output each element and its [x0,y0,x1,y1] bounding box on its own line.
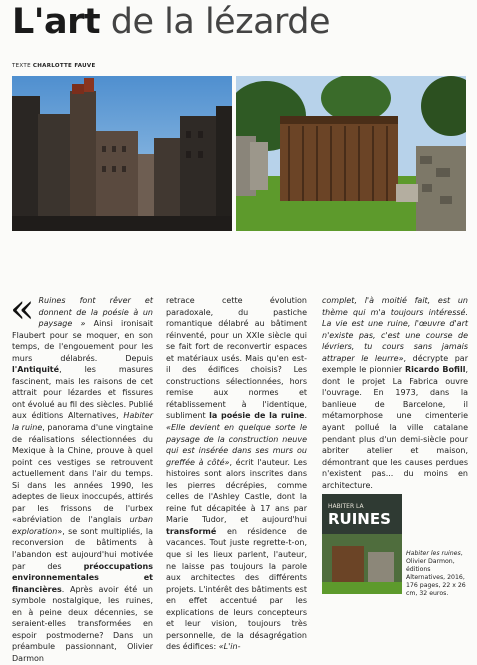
author-credit [12,63,96,69]
article-column-2 [166,295,307,653]
book-title: RUINES [328,510,391,528]
bold-run: transformé [166,526,217,536]
italic-run: complet, l'à moitié fait, est un thème qui m'a toujours intéressé. La vie est une ruine, l'œuvre d'art n'existe pas, c'est une course de lévriers, tu cours sans jamais attraper le leurre» [322,296,468,363]
paragraph-col3 [322,295,468,491]
text-run: , écrit l'auteur. Les histoires sont alors inscrites dans les pierres décrépies, comme celles de l'Ashley Castle, dont la reine fut décapitée à 17 ans par Marie Tudor, et aujourd'hui [166,457,308,525]
bold-run: Ricardo Bofill [405,365,466,375]
text-run: . Après avoir été un symbole nostalgique, les ruines, en à peine deux décennies, se seraient-elles transformées en espoir postmoderne? Dans un préambule passionnant, Olivier Darmon [12,584,153,663]
paragraph-col2 [166,295,307,653]
caption-title: Habiter les ruines [406,550,461,557]
bold-run: préoccupations environnementales et financières [12,561,153,594]
text-run: en résidence de vacances. Tout juste regrette-t-on, que si les lieux parlent, l'auteur, ne laisse pas toujours la parole aux architectes des différents projets. L'intérêt des bâtiments est en effet accentué par les explications de leurs concepteurs et leur vision, toujours très personnelle, de la désagrégation des édifices: [166,526,307,652]
text-run: », se sont multipliés, la reconversion de bâtiments à l'abandon est aujourd'hui motivée par des [12,526,153,571]
paragraph-col1 [10,286,154,665]
book-cover [322,494,402,594]
page-title [12,2,330,42]
article-column-1 [10,286,154,665]
text-run: , les masures fascinent, mais les raisons de cet attrait pour lézardes et fissures ont évolué au fil des siècles. Publié aux éditions Alternatives, [12,365,153,421]
italic-run: urban exploration [12,515,153,536]
text-run: . [304,411,307,421]
text-run: retrace cette évolution paradoxale, du pastiche romantique délabré au bâtiment réinventé, pour un XXIe siècle qui se fait fort de reconvertir espaces et matériaux usés. Mais qu'en est-il des édifices choisis? Les constructions sélectionnées, hors remise aux normes et rétablissement à l'identique, subliment [166,296,307,421]
text-run: Ainsi ironisait Flaubert pour se moquer, en son temps, de l'engouement pour les murs délabrés. Depuis [12,319,153,363]
lead-quote: Ruines font rêver et donnent de la poésie à un paysage » [38,296,153,329]
book-series: HABITER LA [328,503,364,510]
text-run: , dont le projet La Fabrica ouvre l'ouvrage. En 1973, dans la banlieue de Barcelone, il métamorphose une cimenterie ayant pollué la ville catalane pendant plus d'un demi-siècle pour abriter atelier et maison, démontrant que les causes perdues n'existent pas... du moins en architecture. [322,365,468,490]
photo-industrial-ruin [12,76,232,231]
quote-mark-icon: « [10,286,35,332]
text-run: , décrypte par exemple le pionnier [322,353,468,375]
credit-prefix: TEXTE [12,63,31,69]
book-caption [406,550,470,598]
italic-run: Habiter la ruine [12,411,153,433]
bold-run: l'Antiquité [12,365,60,375]
italic-run: «L'in- [218,642,241,652]
italic-run: «Elle devient en quelque sorte le paysage de la construction neuve qui est insérée dans ses murs ou greffée à côté» [166,423,307,467]
credit-name: CHARLOTTE FAUVE [32,63,96,69]
title-light: de la lézarde [110,2,331,42]
bold-run: la poésie de la ruine [209,411,305,421]
article-column-3 [322,295,468,491]
photo-wooden-structure [236,76,466,231]
caption-details: , Olivier Darmon, éditions Alternatives, 2016, 176 pages, 22 x 26 cm, 32 euros. [406,550,466,597]
title-bold: L'art [12,2,101,42]
text-run: , panorama d'une vingtaine de réalisations sélectionnées du Mexique à la Chine, prouve à quel point ces vestiges se retrouvent actuellement dans l'air du temps. Si dans les années 1990, les adeptes de lieux inoccupés, attirés par les frissons de l'urbex «abréviation de l'anglais [12,423,154,525]
